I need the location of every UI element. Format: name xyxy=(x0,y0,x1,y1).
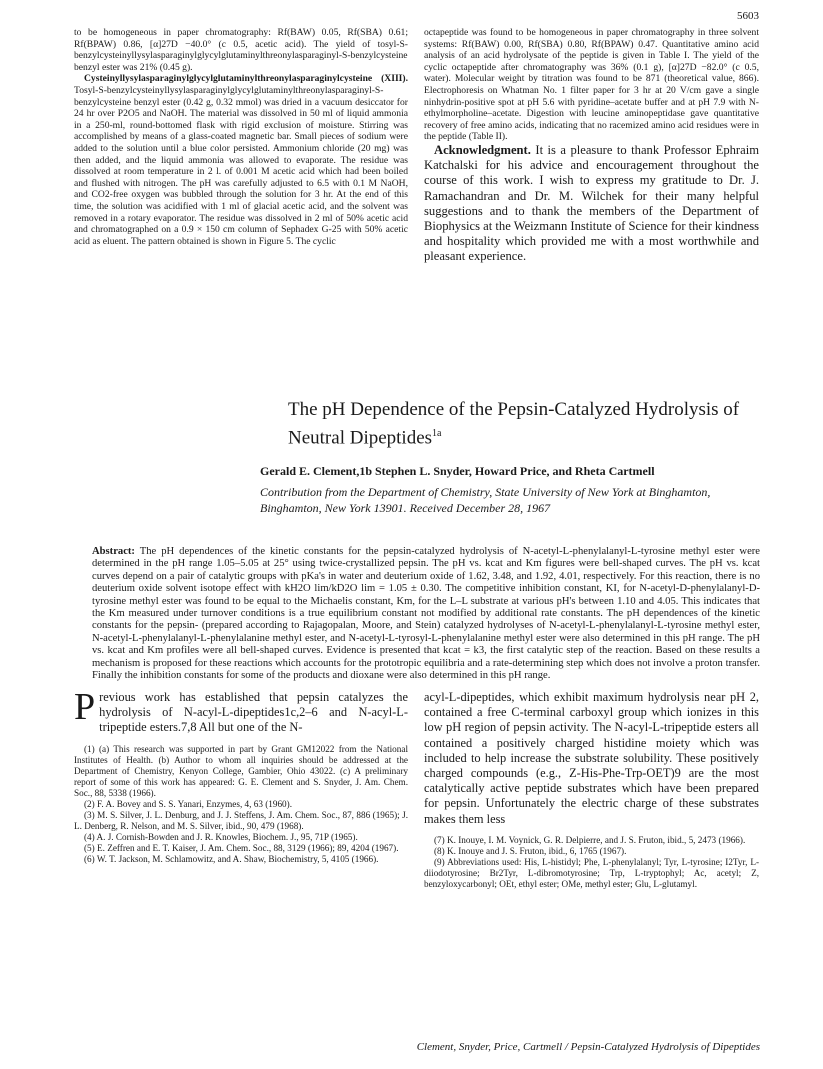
abstract-text: The pH dependences of the kinetic constants for the pepsin-catalyzed hydrolysis of N-acetyl-L-phenylalanyl-L-tyrosine methyl ester were determined in the pH range 1.05–5.05 at 25° using twice-crystallized pepsin. The pH vs. kcat and Km figures were bell-shaped curves. The pH vs. kcat curves depend on a pair of catalytic groups with pKa's in water and deuterium oxide of 1.62, 3.48, and 1.92, 4.01, respectively. For this reaction, there is no deuterium oxide solvent isotope effect with kH2O lim/kD2O lim = 1.05 ± 0.30. The competitive inhibition constant, KI, for N-acetyl-D-phenylalanyl-D-tyrosine methyl ester was found to be equal to the Michaelis constant, Km, for the L–L substrate at various pH's between 1.10 and 4.05. This indicates that the Km measured under turnover conditions is a true equilibrium constant not modified by additional rate constants. The pH dependences of the kinetic constants for the pepsin- (prepared according to Rajagopalan, Moore, and Stein) catalyzed hydrolyses of N-acetyl-L-phenylalanyl-L-tyrosine methyl ester, N-acetyl-L-phenylalanyl-L-phenylalanine methyl ester, and N-acetyl-L-tyrosyl-L-phenylalanine methyl ester were also determined in this pH range. The pH vs. kcat and Km profiles were all bell-shaped curves. Evidence is presented that kcat = k3, the first catalytic step of the reaction. Based on these results a mechanism is proposed for these reactions which accounts for the prototropic equilibria and a rate-determining step which does not involve a proton transfer. Finally the inhibition constants for some of the products and dioxane were also determined in this pH range. xyxy=(92,546,760,682)
experimental-paragraph-2 xyxy=(74,73,408,247)
authors: Gerald E. Clement,1b Stephen L. Snyder, Howard Price, and Rheta Cartmell xyxy=(260,464,655,478)
intro-text: revious work has established that pepsin catalyzes the hydrolysis of N-acyl-L-dipeptides1c,2–6 and N-acyl-L-tripeptide esters.7,8 All but one of the N- xyxy=(99,690,408,735)
running-footer: Clement, Snyder, Price, Cartmell / Pepsin-Catalyzed Hydrolysis of Dipeptides xyxy=(416,1041,760,1053)
top-left-column xyxy=(74,27,408,247)
compound-text: Tosyl-S-benzylcysteinyllysylasparaginylglycylglutaminylthreonylasparaginyl-S-benzylcysteine benzyl ester (0.42 g, 0.32 mmol) was dried in a vacuum desiccator for 24 hr over P2O5 and NaOH. The material was dissolved in 50 ml of liquid ammonia in a 250-ml, round-bottomed flask with rigid exclusion of moisture. Stirring was accomplished by means of a glass-coated magnetic bar. Small pieces of sodium were added to the solution until a blue color persisted. Ammonium chloride (20 mg) was then added, and the liquid ammonia was allowed to evaporate. The residue was dissolved at room temperature in 2 l. of 0.001 M acetic acid which had been boiled and flushed with nitrogen. The pH was carefully adjusted to 6.5 with 0.1 M NaOH, and CO2-free oxygen was bubbled through the solution for 3 hr. At the end of this time, the solution was acidified with 1 ml of glacial acetic acid, and the solvent was removed in a rotary evaporator. The residue was dissolved in 2 ml of 50% acetic acid and chromatographed on a 0.9 × 150 cm column of Sephadex G-25 with 50% acetic acid as eluent. The pattern obtained is shown in Figure 5. The cyclic xyxy=(74,84,408,247)
footnote: (7) K. Inouye, I. M. Voynick, G. R. Delpierre, and J. S. Fruton, ibid., 5, 2473 (1966). xyxy=(434,834,746,845)
intro-paragraph xyxy=(74,686,408,736)
contribution-line: Contribution from the Department of Chemistry, State University of New York at Binghamton, Binghamton, New York 13901. Received December 28, 1967 xyxy=(260,485,711,515)
article-title-text: The pH Dependence of the Pepsin-Catalyzed Hydrolysis of Neutral Dipeptides xyxy=(288,399,740,449)
page-number: 5603 xyxy=(737,10,759,22)
experimental-paragraph-3: octapeptide was found to be homogeneous in paper chromatography in three solvent systems: Rf(BAW) 0.00, Rf(SBA) 0.80, Rf(BPAW) 0.47. Quantitative amino acid analysis of an acid hydrolysate of the peptide is given in Table I. The yield of the cyclic octapeptide after chromatography was 36% (0.1 g), [α]27D −82.0° (c 0.5, water). Molecular weight by titration was found to be 871 (theoretical value, 866). Electrophoresis on Whatman No. 1 filter paper for 3 hr at 20 V/cm gave a single ninhydrin-positive spot at pH 5.6 with pyridine–acetate buffer and at pH 7.9 with N-ethylmorpholine–acetate. Digestion with leucine aminopeptidase gave quantitative recovery of free amino acids, indicating that no racemized amino acid residues were in the peptide (Table II). xyxy=(424,27,759,143)
article-title xyxy=(288,398,768,450)
abstract-label: Abstract: xyxy=(92,546,135,557)
footnote: (2) F. A. Bovey and S. S. Yanari, Enzymes, 4, 63 (1960). xyxy=(84,798,293,809)
abstract xyxy=(92,546,760,682)
footnote: (4) A. J. Cornish-Bowden and J. R. Knowles, Biochem. J., 95, 71P (1965). xyxy=(84,831,358,842)
acknowledgment-text: It is a pleasure to thank Professor Ephraim Katchalski for his advice and encouragement throughout the course of this work. I wish to express my gratitude to Dr. J. Ramachandran and Dr. M. Wilchek for their many helpful suggestions and to thank the members of the Department of Biophysics at the Weizmann Institute of Science for their kindness and hospitality which provided me with a most worthwhile and pleasant experience. xyxy=(424,142,759,264)
body-right-column xyxy=(424,690,759,890)
body-left-column xyxy=(74,686,408,865)
footnote: (6) W. T. Jackson, M. Schlamowitz, and A. Shaw, Biochemistry, 5, 4105 (1966). xyxy=(84,853,379,864)
experimental-paragraph-1: to be homogeneous in paper chromatography: Rf(BAW) 0.05, Rf(SBA) 0.61; Rf(BPAW) 0.86, [α]27D −40.0° (c 0.5, acetic acid). The yield of tosyl-S-benzylcysteinyllysylasparaginylglycylglutaminylthreonylasparaginyl-S-benzylcysteine benzyl ester was 21% (0.45 g). xyxy=(74,27,408,73)
footnote: (8) K. Inouye and J. S. Fruton, ibid., 6, 1765 (1967). xyxy=(434,845,627,856)
acknowledgment xyxy=(424,143,759,265)
footnotes-left xyxy=(74,744,408,865)
footnote: (9) Abbreviations used: His, L-histidyl; Phe, L-phenylalanyl; Tyr, L-tyrosine; I2Tyr, L-diiodotyrosine; Br2Tyr, L-dibromotyrosine; Trp, L-tryptophyl; Ac, acetyl; Z, benzyloxycarbonyl; OEt, ethyl ester; OMe, methyl ester; Glu, L-glutamyl. xyxy=(424,856,759,889)
acknowledgment-heading: Acknowledgment. xyxy=(434,142,531,157)
title-footnote-mark: 1a xyxy=(432,428,442,439)
drop-cap: P xyxy=(74,686,96,728)
footnote: (5) E. Zeffren and E. T. Kaiser, J. Am. Chem. Soc., 88, 3129 (1966); 89, 4204 (1967). xyxy=(84,842,399,853)
footnote: (1) (a) This research was supported in part by Grant GM12022 from the National Institutes of Health. (b) Author to whom all inquiries should be addressed at the Department of Chemistry, Kenyon College, Gambier, Ohio 43022. (c) A preliminary report of some of this work has appeared: G. E. Clement and S. Snyder, J. Am. Chem. Soc., 88, 5338 (1966). xyxy=(74,743,408,798)
compound-heading: Cysteinyllysylasparaginylglycylglutaminylthreonylasparaginylcysteine (XIII). xyxy=(84,73,408,85)
top-right-column xyxy=(424,27,759,265)
footnote: (3) M. S. Silver, J. L. Denburg, and J. J. Steffens, J. Am. Chem. Soc., 87, 886 (1965); J. L. Denberg, R. Nelson, and M. S. Silver, ibid., 90, 479 (1968). xyxy=(74,809,408,831)
footnotes-right xyxy=(424,835,759,890)
intro-continued: acyl-L-dipeptides, which exhibit maximum hydrolysis near pH 2, contained a free C-terminal carboxyl group which ionizes in this low pH region of pepsin activity. The N-acyl-L-tripeptide esters all contained a positively charged histidine moiety which was included to help increase the substrate solubility. These positively charged compounds (e.g., Z-His-Phe-Trp-OET)9 are the most catalytically active peptide substrates which have been prepared for pepsin. Unfortunately the electric charge of these substrates makes them less xyxy=(424,690,759,826)
